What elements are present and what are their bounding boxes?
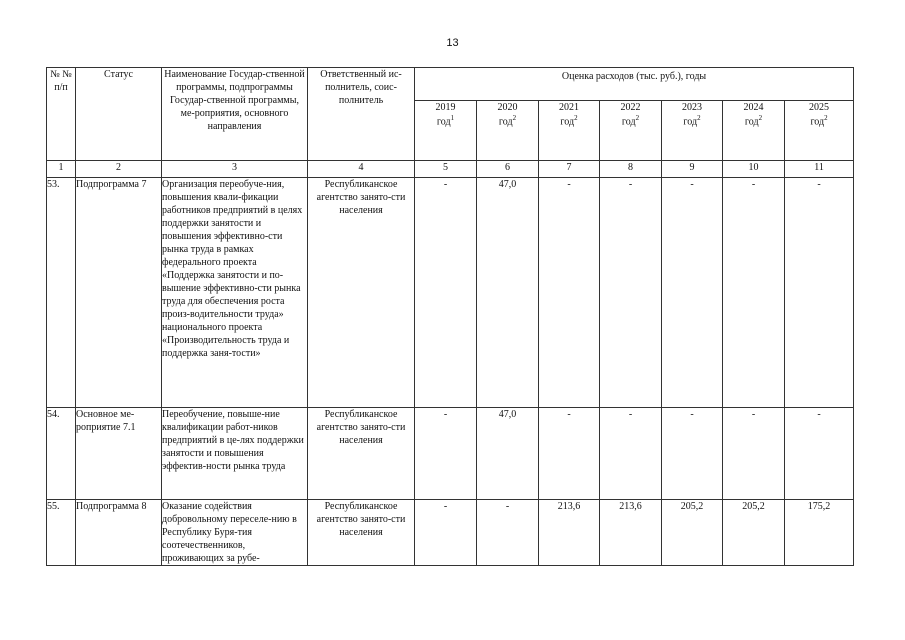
row-name: Оказание содействия добровольному переселе-нию в Республику Буря-тия соотечественников, проживающих за рубе- (162, 500, 308, 566)
row-value: - (785, 178, 854, 408)
row-value: - (539, 178, 600, 408)
row-executor: Республиканское агентство занято-сти населения (308, 408, 415, 500)
row-value: - (723, 178, 785, 408)
row-name: Организация переобуче-ния, повышения квали-фикации работников предприятий в целях поддержки занятости и повышения эффективно-сти рынка труда в рамках федерального проекта «Поддержка занятости и по-вышение эффективно-сти рынка труда для обеспечения роста произ-водительности труда» национального проекта «Производительность труда и поддержка заня-тости» (162, 178, 308, 408)
column-number: 9 (662, 161, 723, 178)
row-value: - (600, 178, 662, 408)
year-header: 2025 год$^2$ (785, 101, 854, 161)
year-header: 2024 год$^2$ (723, 101, 785, 161)
column-number: 3 (162, 161, 308, 178)
row-value: - (785, 408, 854, 500)
row-value: 47,0 (477, 408, 539, 500)
year-header: 2023 год$^2$ (662, 101, 723, 161)
row-value: - (539, 408, 600, 500)
column-number: 2 (76, 161, 162, 178)
row-value: - (415, 408, 477, 500)
page-number: 13 (446, 37, 459, 49)
column-number: 7 (539, 161, 600, 178)
row-status: Основное ме-роприятие 7.1 (76, 408, 162, 500)
year-header: 2021 год$^2$ (539, 101, 600, 161)
header-executor: Ответственный ис-полнитель, соис-полнитель (308, 68, 415, 161)
row-value: 205,2 (723, 500, 785, 566)
row-number: 55. (47, 500, 76, 566)
header-num: № № п/п (47, 68, 76, 161)
row-value: 213,6 (600, 500, 662, 566)
budget-table (46, 67, 854, 566)
row-value: 47,0 (477, 178, 539, 408)
row-value: 175,2 (785, 500, 854, 566)
row-status: Подпрограмма 7 (76, 178, 162, 408)
table-row (47, 178, 854, 408)
row-executor: Республиканское агентство занято-сти населения (308, 500, 415, 566)
column-number: 1 (47, 161, 76, 178)
row-number: 54. (47, 408, 76, 500)
column-number: 11 (785, 161, 854, 178)
column-number: 4 (308, 161, 415, 178)
row-value: - (600, 408, 662, 500)
table-row (47, 500, 854, 566)
row-value: - (723, 408, 785, 500)
column-number: 5 (415, 161, 477, 178)
row-executor: Республиканское агентство занято-сти населения (308, 178, 415, 408)
header-name: Наименование Государ-ственной программы, подпрограммы Государ-ственной программы, ме-роприятия, основного направления (162, 68, 308, 161)
row-value: - (415, 500, 477, 566)
row-value: 205,2 (662, 500, 723, 566)
column-number: 10 (723, 161, 785, 178)
header-row (47, 68, 854, 101)
row-status: Подпрограмма 8 (76, 500, 162, 566)
row-value: - (662, 178, 723, 408)
column-number: 6 (477, 161, 539, 178)
year-header: 2019 год$^1$ (415, 101, 477, 161)
header-status: Статус (76, 68, 162, 161)
row-value: - (415, 178, 477, 408)
year-header: 2022 год$^2$ (600, 101, 662, 161)
table-row (47, 408, 854, 500)
header-cost: Оценка расходов (тыс. руб.), годы (415, 68, 854, 101)
year-header: 2020 год$^2$ (477, 101, 539, 161)
row-number: 53. (47, 178, 76, 408)
column-number-row (47, 161, 854, 178)
row-value: - (477, 500, 539, 566)
column-number: 8 (600, 161, 662, 178)
row-value: - (662, 408, 723, 500)
row-value: 213,6 (539, 500, 600, 566)
row-name: Переобучение, повыше-ние квалификации работ-ников предприятий в це-лях поддержки занятости и повышения эффектив-ности рынка труда (162, 408, 308, 500)
